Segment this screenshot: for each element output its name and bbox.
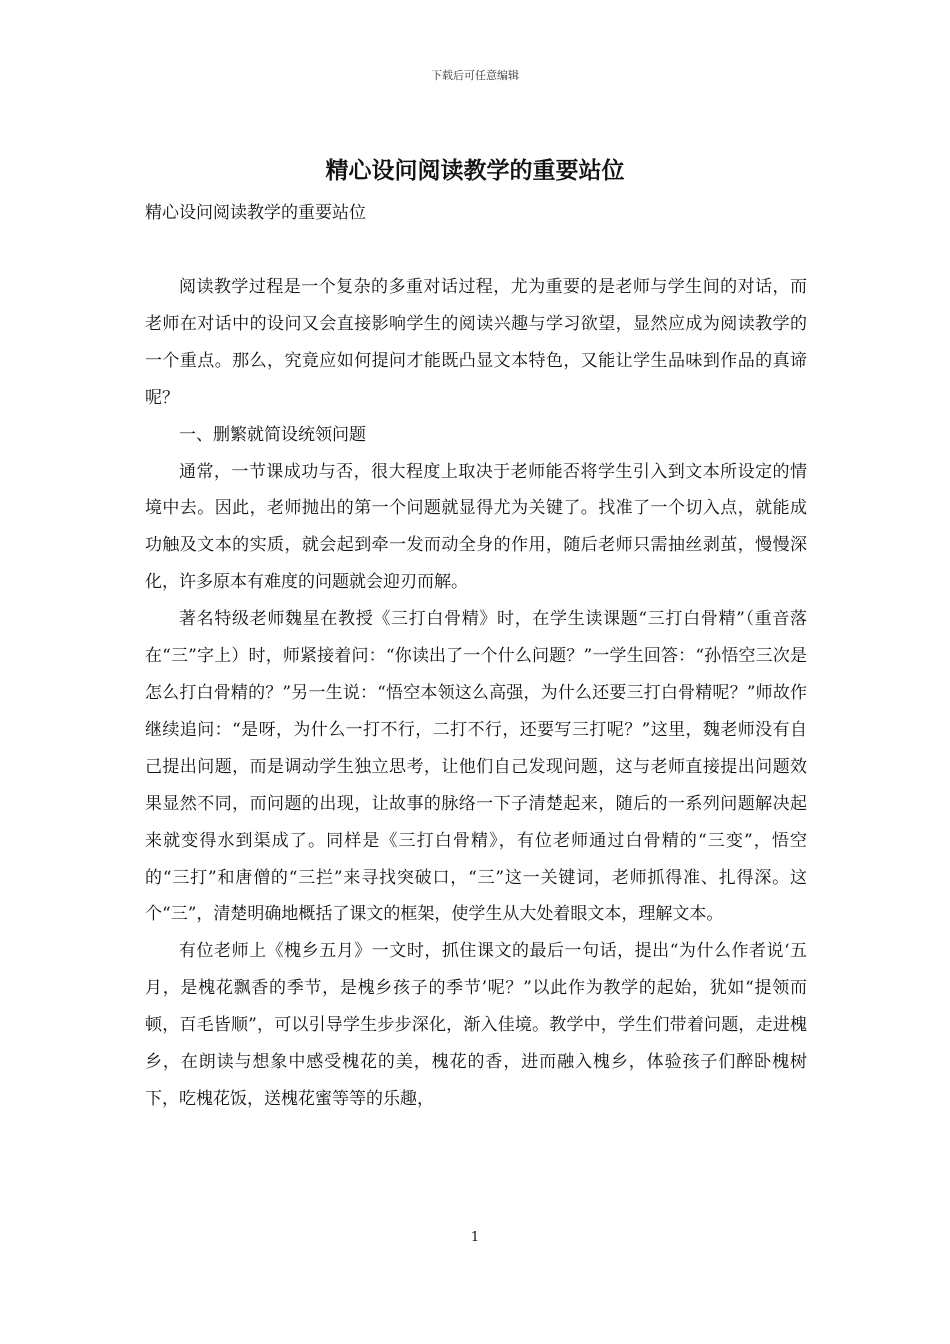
document-title: 精心设问阅读教学的重要站位 bbox=[325, 157, 625, 184]
document-subtitle: 精心设问阅读教学的重要站位 bbox=[145, 203, 366, 223]
paragraph-example-huaixiang: 有位老师上《槐乡五月》一文时，抓住课文的最后一句话，提出“为什么作者说‘五月，是槐花飘香的季节，是槐乡孩子的季节’呢？”以此作为教学的起始，犹如“提领而顿，百毛皆顺”，可以引导学生步步深化，渐入佳境。教学中，学生们带着问题，走进槐乡，在朗读与想象中感受槐花的美，槐花的香，进而融入槐乡，体验孩子们醉卧槐树下，吃槐花饭，送槐花蜜等等的乐趣， bbox=[145, 941, 807, 1109]
paragraph-example-sanda: 著名特级老师魏星在教授《三打白骨精》时，在学生读课题“三打白骨精”（重音落在“三”字上）时，师紧接着问：“你读出了一个什么问题？”一学生回答：“孙悟空三次是怎么打白骨精的？”另一生说：“悟空本领这么高强，为什么还要三打白骨精呢？”师故作继续追问：“是呀，为什么一打不行，二打不行，还要写三打呢？”这里，魏老师没有自己提出问题，而是调动学生独立思考，让他们自己发现问题，这与老师直接提出问题效果显然不同，而问题的出现，让故事的脉络一下子清楚起来，随后的一系列问题解决起来就变得水到渠成了。同样是《三打白骨精》，有位老师通过白骨精的“三变”，悟空的“三打”和唐僧的“三拦”来寻找突破口，“三”这一关键词，老师抓得准、扎得深。这个“三”，清楚明确地概括了课文的框架，使学生从大处着眼文本，理解文本。 bbox=[145, 609, 807, 925]
paragraph-intro: 阅读教学过程是一个复杂的多重对话过程，尤为重要的是老师与学生间的对话，而老师在对话中的设问又会直接影响学生的阅读兴趣与学习欲望，显然应成为阅读教学的一个重点。那么，究竟应如何提问才能既凸显文本特色，又能让学生品味到作品的真谛呢？ bbox=[145, 277, 807, 408]
document-body bbox=[145, 269, 807, 1118]
header-note: 下载后可任意编辑 bbox=[431, 69, 519, 82]
page-number: 1 bbox=[470, 1230, 480, 1245]
paragraph-first-question: 通常，一节课成功与否，很大程度上取决于老师能否将学生引入到文本所设定的情境中去。因此，老师抛出的第一个问题就显得尤为关键了。找准了一个切入点，就能成功触及文本的实质，就会起到牵一发而动全身的作用，随后老师只需抽丝剥茧，慢慢深化，许多原本有难度的问题就会迎刃而解。 bbox=[145, 461, 807, 593]
section-heading: 一、删繁就简设统领问题 bbox=[179, 424, 366, 445]
